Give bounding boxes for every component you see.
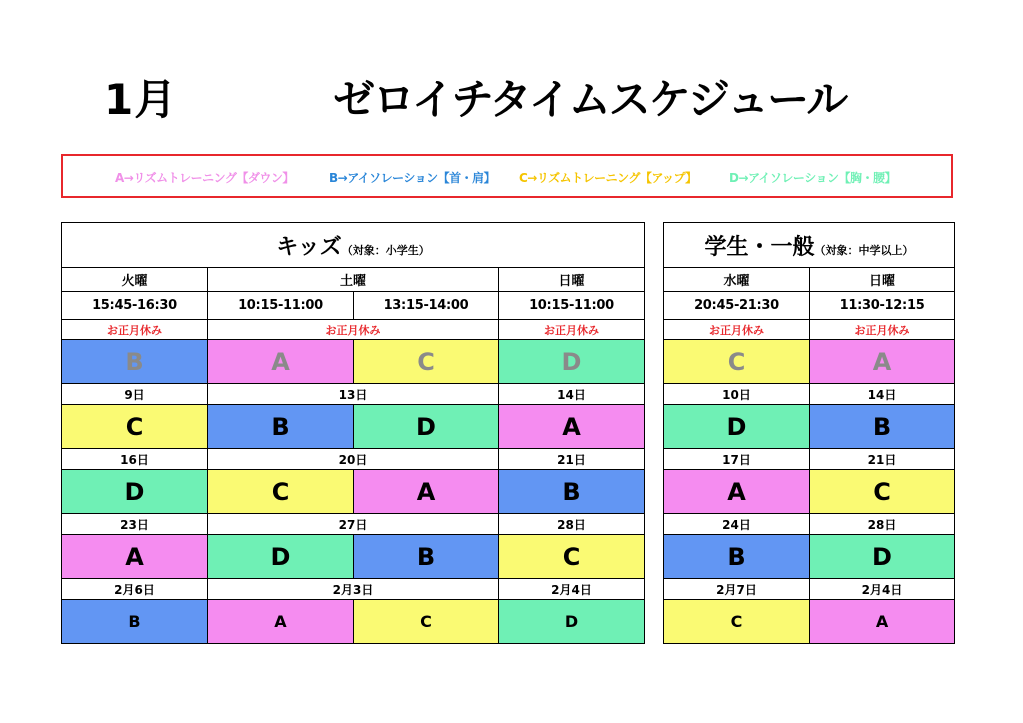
date-cell: 2月4日 xyxy=(499,579,645,600)
class-cell: C xyxy=(354,340,499,384)
kids-day-tue: 火曜 xyxy=(62,268,208,292)
adult-time-wed: 20:45-21:30 xyxy=(664,292,810,320)
date-cell: 28日 xyxy=(810,514,955,535)
kids-time-sat-2: 13:15-14:00 xyxy=(354,292,499,320)
date-cell: 27日 xyxy=(208,514,499,535)
class-cell: D xyxy=(499,600,645,644)
kids-day-sat: 土曜 xyxy=(208,268,499,292)
date-cell: 20日 xyxy=(208,449,499,470)
date-cell: 16日 xyxy=(62,449,208,470)
class-cell: B xyxy=(354,535,499,579)
date-cell: 2月4日 xyxy=(810,579,955,600)
date-cell: 21日 xyxy=(499,449,645,470)
class-cell: D xyxy=(499,340,645,384)
class-cell: C xyxy=(62,405,208,449)
adult-time-sun: 11:30-12:15 xyxy=(810,292,955,320)
month-label: 1月 xyxy=(104,75,178,124)
date-cell: 2月6日 xyxy=(62,579,208,600)
date-cell: 23日 xyxy=(62,514,208,535)
class-cell: D xyxy=(664,405,810,449)
class-legend xyxy=(61,154,953,198)
kids-holiday-sun: お正月休み xyxy=(499,320,645,340)
adult-day-wed: 水曜 xyxy=(664,268,810,292)
class-cell: C xyxy=(499,535,645,579)
kids-schedule-table xyxy=(61,222,645,644)
date-cell: 2月7日 xyxy=(664,579,810,600)
date-cell: 10日 xyxy=(664,384,810,405)
adult-title-cell xyxy=(664,223,955,268)
class-cell: C xyxy=(664,600,810,644)
class-cell: A xyxy=(810,600,955,644)
date-cell: 17日 xyxy=(664,449,810,470)
class-cell: D xyxy=(208,535,354,579)
class-cell: C xyxy=(810,470,955,514)
date-cell: 24日 xyxy=(664,514,810,535)
class-cell: A xyxy=(499,405,645,449)
class-cell: C xyxy=(664,340,810,384)
adult-subtitle: （対象：中学以上） xyxy=(814,243,914,257)
kids-subtitle: （対象：小学生） xyxy=(341,243,430,257)
date-cell: 2月3日 xyxy=(208,579,499,600)
kids-holiday-sat: お正月休み xyxy=(208,320,499,340)
legend-c: C→リズムトレーニング【アップ】 xyxy=(519,171,697,185)
legend-a: A→リズムトレーニング【ダウン】 xyxy=(115,171,294,185)
kids-title-cell xyxy=(62,223,645,268)
class-cell: B xyxy=(62,600,208,644)
class-cell: B xyxy=(62,340,208,384)
class-cell: B xyxy=(499,470,645,514)
class-cell: D xyxy=(354,405,499,449)
legend-d: D→アイソレーション【胸・腰】 xyxy=(729,171,896,185)
date-cell: 13日 xyxy=(208,384,499,405)
kids-time-tue: 15:45-16:30 xyxy=(62,292,208,320)
kids-time-sun: 10:15-11:00 xyxy=(499,292,645,320)
kids-day-sun: 日曜 xyxy=(499,268,645,292)
class-cell: A xyxy=(62,535,208,579)
date-cell: 21日 xyxy=(810,449,955,470)
adult-holiday-wed: お正月休み xyxy=(664,320,810,340)
adult-holiday-sun: お正月休み xyxy=(810,320,955,340)
class-cell: C xyxy=(208,470,354,514)
kids-holiday-tue: お正月休み xyxy=(62,320,208,340)
class-cell: C xyxy=(354,600,499,644)
legend-b: B→アイソレーション【首・肩】 xyxy=(329,171,496,185)
adult-day-sun: 日曜 xyxy=(810,268,955,292)
date-cell: 14日 xyxy=(810,384,955,405)
date-cell: 14日 xyxy=(499,384,645,405)
adult-title: 学生・一般 xyxy=(704,234,815,260)
class-cell: B xyxy=(810,405,955,449)
adult-schedule-table xyxy=(663,222,955,644)
kids-time-sat-1: 10:15-11:00 xyxy=(208,292,354,320)
class-cell: A xyxy=(664,470,810,514)
class-cell: B xyxy=(664,535,810,579)
class-cell: B xyxy=(208,405,354,449)
class-cell: A xyxy=(354,470,499,514)
date-cell: 28日 xyxy=(499,514,645,535)
class-cell: A xyxy=(208,340,354,384)
class-cell: D xyxy=(62,470,208,514)
class-cell: D xyxy=(810,535,955,579)
class-cell: A xyxy=(208,600,354,644)
kids-title: キッズ xyxy=(276,234,342,260)
class-cell: A xyxy=(810,340,955,384)
date-cell: 9日 xyxy=(62,384,208,405)
page-title: ゼロイチタイムスケジュール xyxy=(333,75,847,124)
